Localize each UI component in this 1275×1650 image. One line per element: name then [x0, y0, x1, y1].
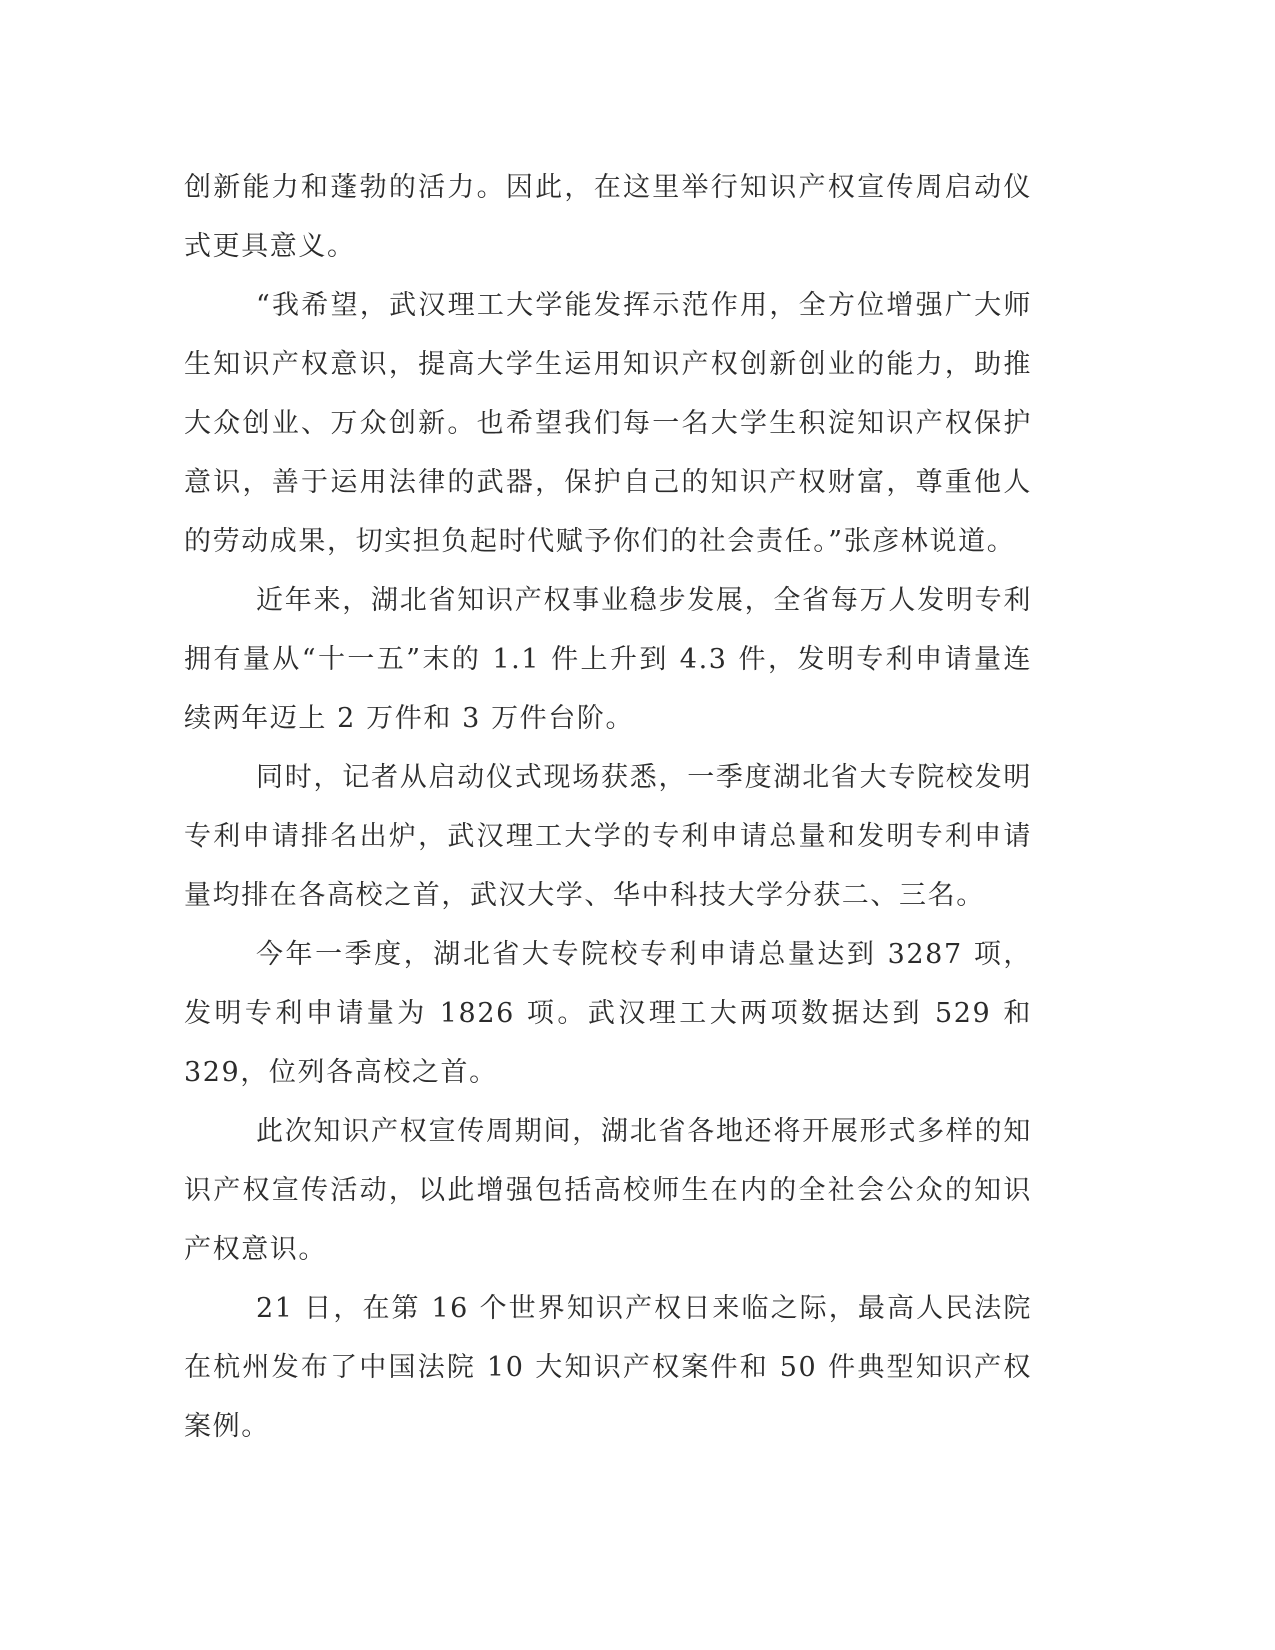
paragraph-6: 此次知识产权宣传周期间，湖北省各地还将开展形式多样的知识产权宣传活动，以此增强包括高校师生在内的全社会公众的知识产权意识。 — [184, 1116, 1032, 1265]
paragraph-7: 21 日，在第 16 个世界知识产权日来临之际，最高人民法院在杭州发布了中国法院 10 大知识产权案件和 50 件典型知识产权案例。 — [184, 1293, 1032, 1442]
paragraph-2: “我希望，武汉理工大学能发挥示范作用，全方位增强广大师生知识产权意识，提高大学生运用知识产权创新创业的能力，助推大众创业、万众创新。也希望我们每一名大学生积淀知识产权保护意识，善于运用法律的武器，保护自己的知识产权财富，尊重他人的劳动成果，切实担负起时代赋予你们的社会责任。”张彦林说道。 — [184, 290, 1032, 557]
paragraph-4: 同时，记者从启动仪式现场获悉，一季度湖北省大专院校发明专利申请排名出炉，武汉理工大学的专利申请总量和发明专利申请量均排在各高校之首，武汉大学、华中科技大学分获二、三名。 — [184, 762, 1032, 911]
paragraph-5: 今年一季度，湖北省大专院校专利申请总量达到 3287 项，发明专利申请量为 1826 项。武汉理工大两项数据达到 529 和 329，位列各高校之首。 — [184, 939, 1032, 1088]
paragraph-1: 创新能力和蓬勃的活力。因此，在这里举行知识产权宣传周启动仪式更具意义。 — [184, 172, 1032, 262]
paragraph-3: 近年来，湖北省知识产权事业稳步发展，全省每万人发明专利拥有量从“十一五”末的 1.1 件上升到 4.3 件，发明专利申请量连续两年迈上 2 万件和 3 万件台阶。 — [184, 585, 1032, 734]
article-body — [184, 158, 1032, 1456]
